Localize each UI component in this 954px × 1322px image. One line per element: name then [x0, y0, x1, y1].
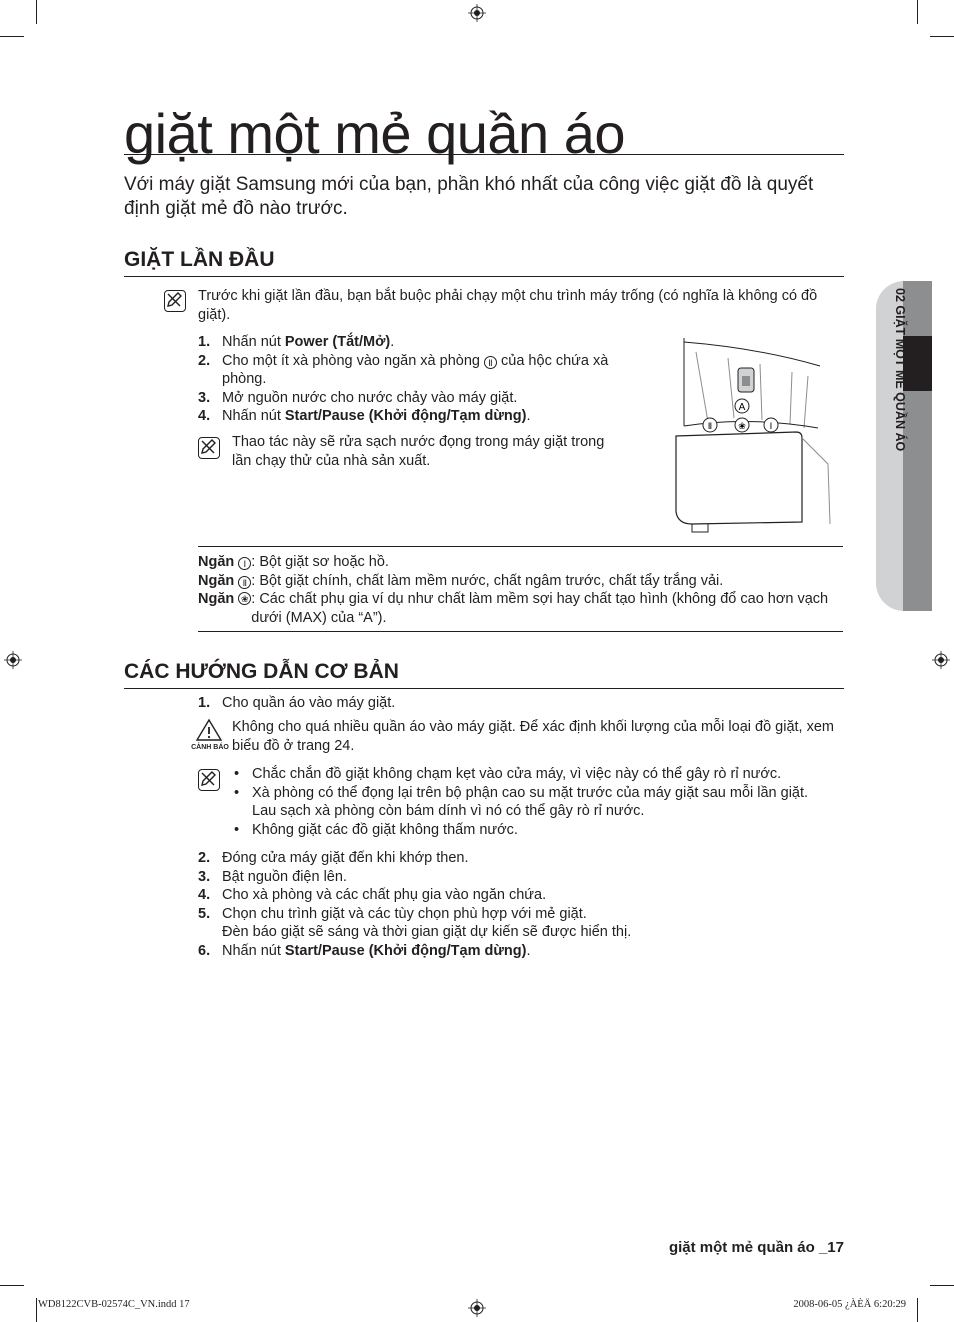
crop-mark: [36, 1298, 37, 1322]
compartment-row: Ngăn ❀ : Các chất phụ gia ví dụ như chất làm mềm sợi hay chất tạo hình (không đổ cao hơn vạch dưới (MAX) của “A”).: [198, 591, 829, 626]
registration-mark-icon: [468, 4, 486, 22]
divider: [198, 631, 843, 632]
label-ii: Ⅱ: [707, 422, 713, 432]
warning-text: Không cho quá nhiều quần áo vào máy giặt. Để xác định khối lượng của mỗi loại đồ giặt, xem biểu đồ ở trang 24.: [232, 719, 835, 754]
chapter-tab-bar: [903, 281, 932, 611]
list-item: 3. Mở nguồn nước cho nước chảy vào máy giặt.: [198, 389, 518, 406]
detergent-drawer-diagram: [668, 336, 844, 536]
section-heading-first-wash: GIẶT LẦN ĐẦU: [124, 247, 844, 277]
page-footer: giặt một mẻ quần áo _17: [668, 1239, 844, 1256]
crop-mark: [917, 1298, 918, 1322]
page-title: giặt một mẻ quần áo: [124, 104, 844, 155]
basic-steps: [198, 849, 843, 960]
list-item: 2. Đóng cửa máy giặt đến khi khớp then.: [198, 850, 469, 866]
registration-mark-icon: [468, 1299, 486, 1317]
crop-mark: [930, 36, 954, 37]
compartment-ii-icon: Ⅱ: [484, 356, 497, 369]
list-item: 2. Cho một ít xà phòng vào ngăn xà phòng Ⅱ của hộc chứa xà phòng.: [198, 352, 609, 387]
print-slug-file: WD8122CVB-02574C_VN.indd 17: [38, 1299, 190, 1310]
crop-mark: [930, 1285, 954, 1286]
list-item: 4. Cho xà phòng và các chất phụ gia vào ngăn chứa.: [198, 887, 547, 903]
compartment-ii-icon: Ⅱ: [238, 576, 251, 589]
list-item: 5. Chọn chu trình giặt và các tùy chọn phù hợp với mẻ giặt. Đèn báo giặt sẽ sáng và thời gian giặt dự kiến sẽ được hiển thị.: [198, 905, 632, 940]
list-item: 1. Nhấn nút Power (Tắt/Mở).: [198, 334, 395, 350]
first-wash-subnote: Thao tác này sẽ rửa sạch nước đọng trong máy giặt trong lần chạy thử của nhà sản xuất.: [232, 434, 605, 469]
label-a: A: [738, 402, 746, 413]
basic-step-1: [198, 694, 843, 713]
warning-label: CẢNH BÁO: [191, 744, 229, 751]
divider: [198, 546, 843, 547]
compartment-row: Ngăn Ⅱ : Bột giặt chính, chất làm mềm nước, chất ngâm trước, chất tẩy trắng vải.: [198, 572, 724, 589]
compartment-softener-icon: ❀: [238, 592, 251, 605]
compartment-i-icon: Ⅰ: [238, 557, 251, 570]
label-flower: ❀: [738, 422, 746, 432]
registration-mark-icon: [4, 651, 22, 669]
chapter-tab-marker: [903, 336, 932, 391]
first-wash-steps: [198, 333, 628, 426]
list-item: • Xà phòng có thể đọng lại trên bộ phận cao su mặt trước của máy giặt sau mỗi lần giặt. Lau sạch xà phòng còn bám dính vì nó có thể gây rò rỉ nước.: [232, 784, 832, 821]
label-i: Ⅰ: [769, 422, 773, 432]
list-item: 1. Cho quần áo vào máy giặt.: [198, 695, 396, 711]
list-item: • Không giặt các đồ giặt không thấm nước.: [232, 821, 832, 840]
section-heading-basic-instructions: CÁC HƯỚNG DẪN CƠ BẢN: [124, 659, 844, 689]
list-item: 4. Nhấn nút Start/Pause (Khởi động/Tạm dừng).: [198, 408, 531, 424]
basic-notes-list: [232, 765, 832, 839]
note-icon: [198, 437, 220, 459]
compartment-legend: [198, 553, 843, 627]
note-icon: [164, 290, 186, 312]
chapter-tab-label: 02 GIẶT MỘT MẺ QUẦN ÁO: [893, 288, 907, 452]
crop-mark: [36, 0, 37, 24]
crop-mark: [0, 36, 24, 37]
print-slug-date: 2008-06-05 ¿ÀÈÄ 6:20:29: [793, 1299, 906, 1310]
list-item: 3. Bật nguồn điện lên.: [198, 868, 347, 885]
crop-mark: [0, 1285, 24, 1286]
intro-text: Với máy giặt Samsung mới của bạn, phần khó nhất của công việc giặt đồ là quyết định giặt mẻ đồ nào trước.: [124, 174, 814, 219]
registration-mark-icon: [932, 651, 950, 669]
compartment-row: Ngăn Ⅰ : Bột giặt sơ hoặc hồ.: [198, 554, 389, 570]
first-wash-note: Trước khi giặt lần đầu, bạn bắt buộc phải chạy một chu trình máy trống (có nghĩa là không có đồ giặt).: [198, 288, 818, 323]
warning-icon: [195, 718, 223, 742]
list-item: 6. Nhấn nút Start/Pause (Khởi động/Tạm dừng).: [198, 942, 531, 959]
note-icon: [198, 769, 220, 791]
list-item: • Chắc chắn đồ giặt không chạm kẹt vào cửa máy, vì việc này có thể gây rò rỉ nước.: [232, 765, 832, 784]
crop-mark: [917, 0, 918, 24]
